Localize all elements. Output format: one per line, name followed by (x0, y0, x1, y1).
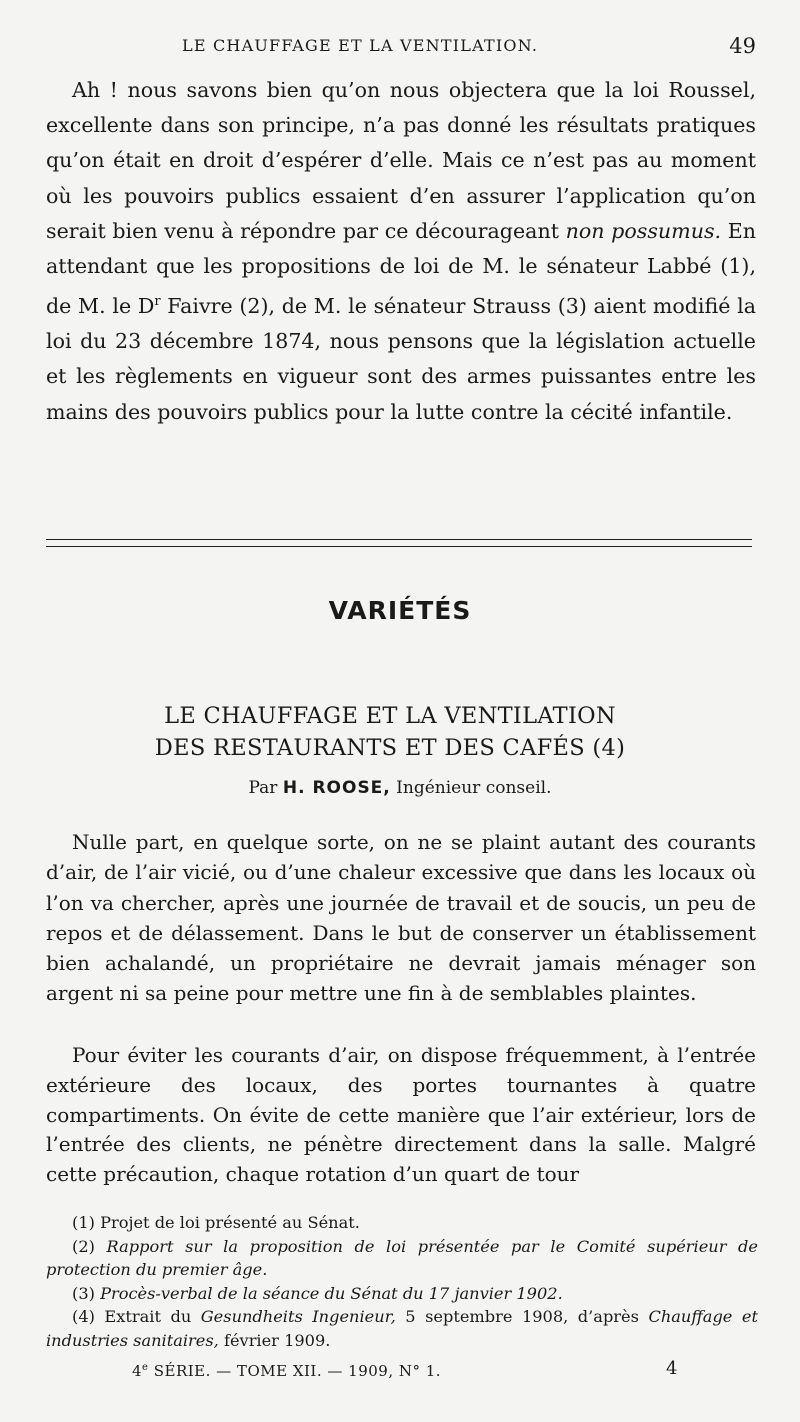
section-rule-top (46, 539, 752, 540)
byline (0, 778, 800, 798)
footnote-italic: Procès-verbal de la séance du Sénat du 17 janvier 1902. (100, 1283, 563, 1303)
paragraph-text: En attendant que les propositions de loi de M. le sénateur Labbé (1), de M. le D (46, 218, 757, 319)
author-role: Ingénieur conseil. (396, 778, 552, 798)
signature-mark: 4 (666, 1358, 678, 1379)
series-number: 4 (132, 1362, 143, 1380)
paragraph-text: Faivre (2), de M. le sénateur Strauss (3) aient modifié la loi du 23 décembre 1874, nous pensons que la législation actuelle et les règlements en vigueur sont des armes puissantes entre les mains des pouvoirs publics pour la lutte contre la cécité infantile. (46, 294, 756, 424)
paragraph-text: Ah ! nous savons bien qu’on nous objectera que la loi Roussel, excellente dans son principe, n’a pas donné les résultats pratiques qu’on était en droit d’espérer d’elle. Mais ce n’est pas au moment où les pouvoirs publics essaient d’en assurer l’application qu’on serait bien venu à répondre par ce décourageant (46, 78, 756, 243)
series-text: SÉRIE. — TOME XII. — 1909, N° 1. (148, 1362, 442, 1380)
footnote-italic: Chauffage et industries sanitaires, (46, 1307, 758, 1350)
footnote-text: (4) Extrait du (72, 1307, 201, 1326)
article-title-line-2: DES RESTAURANTS ET DES CAFÉS (4) (154, 735, 626, 761)
paragraph-courants-air: Nulle part, en quelque sorte, on ne se plaint autant des courants d’air, de l’air vicié, ou d’une chaleur excessive que dans les locaux où l’on va chercher, après une journée de travail et de soucis, un peu de repos et de délassement. Dans le but de conserver un établissement bien achalandé, un propriétaire ne devrait jamais ménager son argent ni sa peine pour mettre une fin à de semblables plaintes. (46, 830, 756, 1006)
italic-phrase: non possumus. (565, 218, 722, 243)
footnote-number: (3) (72, 1283, 101, 1303)
page-footer (46, 1358, 756, 1388)
running-title: LE CHAUFFAGE ET LA VENTILATION. (182, 36, 539, 55)
footnote-3 (46, 1282, 758, 1306)
paragraph-portes-tournantes: Pour éviter les courants d’air, on dispose fréquemment, à l’entrée extérieure des locaux, des portes tournantes à quatre compartiments. On évite de cette manière que l’air extérieur, lors de l’entrée des clients, ne pénètre directement dans la salle. Malgré cette précaution, chaque rotation d’un quart de tour (46, 1043, 756, 1187)
footnote-text: février 1909. (218, 1330, 331, 1350)
footnote-italic: Gesundheits Ingenieur, (200, 1307, 396, 1326)
footnote-1: (1) Projet de loi présenté au Sénat. (72, 1213, 360, 1232)
superscript: r (154, 294, 161, 310)
series-info (132, 1362, 441, 1380)
author-name: H. ROOSE, (282, 778, 391, 798)
footnote-text: 5 septembre 1908, d’après (395, 1307, 649, 1326)
section-rule-bottom (46, 546, 752, 547)
series-superscript: e (142, 1362, 149, 1373)
paragraph-loi-roussel (46, 73, 756, 430)
footnote-number: (2) (72, 1236, 107, 1256)
article-title-line-1: LE CHAUFFAGE ET LA VENTILATION (164, 703, 616, 729)
section-heading: VARIÉTÉS (328, 596, 472, 625)
byline-prefix: Par (248, 778, 278, 798)
page-number: 49 (729, 34, 756, 58)
footnote-2 (46, 1235, 758, 1282)
footnote-4 (46, 1305, 758, 1352)
footnotes (46, 1211, 758, 1352)
footnote-italic: Rapport sur la proposition de loi présentée par le Comité supérieur de protection du premier âge. (46, 1236, 758, 1279)
running-head (46, 34, 756, 64)
article-title (0, 700, 780, 764)
